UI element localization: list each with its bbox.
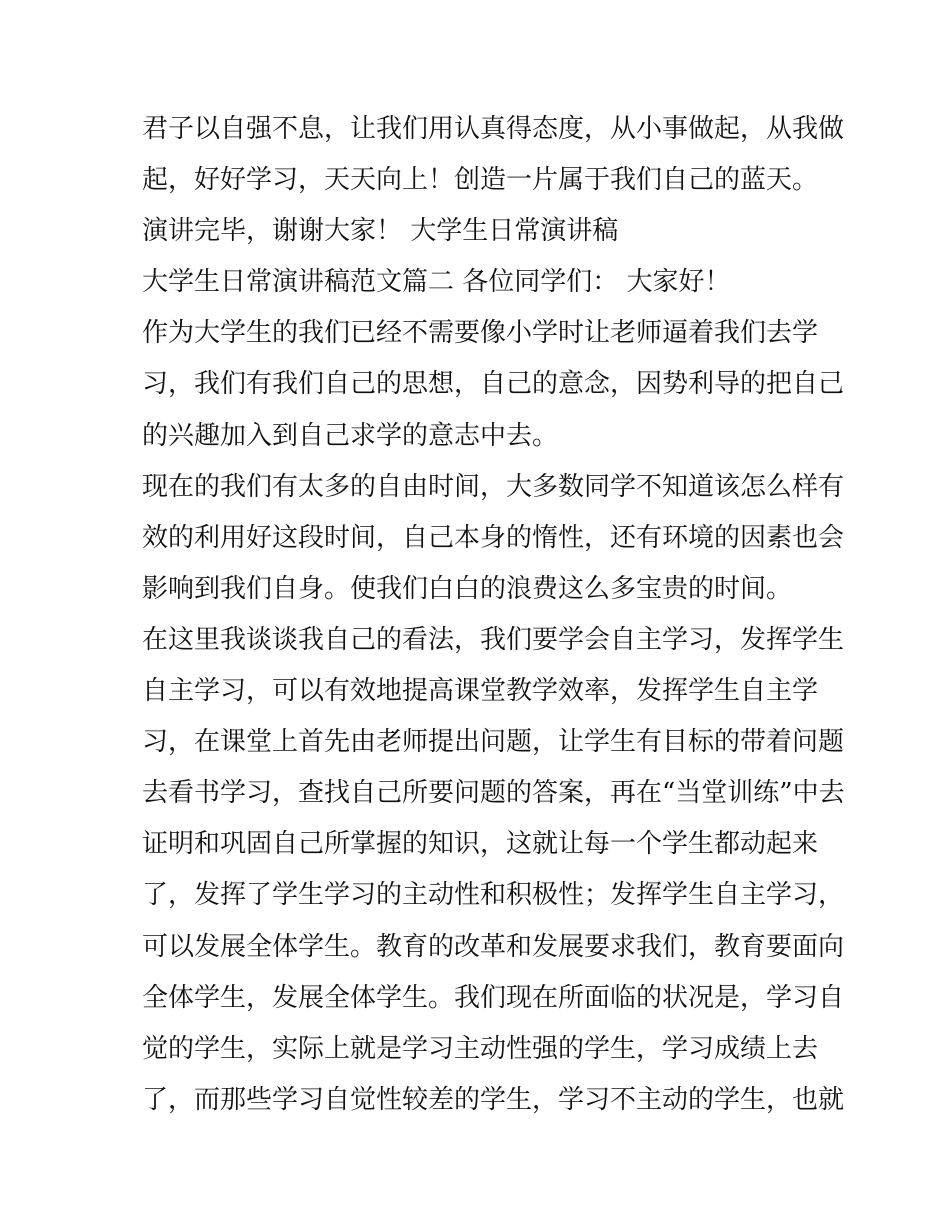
text-line-13: 习，在课堂上首先由老师提出问题，让学生有目标的带着问题	[142, 727, 845, 758]
text-line-8: 现在的我们有太多的自由时间，大多数同学不知道该怎么样有	[142, 471, 845, 502]
text-line-11: 在这里我谈谈我自己的看法，我们要学会自主学习，发挥学生	[142, 624, 845, 655]
text-line-16: 了，发挥了学生学习的主动性和积极性；发挥学生自主学习，	[142, 880, 845, 911]
text-line-10: 影响到我们自身。使我们白白的浪费这么多宝贵的时间。	[142, 573, 793, 604]
text-line-2: 起，好好学习，天天向上！创造一片属于我们自己的蓝天。	[142, 165, 819, 196]
text-line-15: 证明和巩固自己所掌握的知识，这就让每一个学生都动起来	[142, 829, 819, 860]
text-line-1: 君子以自强不息，让我们用认真得态度，从小事做起，从我做	[142, 114, 845, 144]
text-line-3: 演讲完毕，谢谢大家！ 大学生日常演讲稿	[142, 216, 619, 247]
text-line-19: 觉的学生，实际上就是学习主动性强的学生，学习成绩上去	[142, 1033, 819, 1064]
text-line-4: 大学生日常演讲稿范文篇二 各位同学们： 大家好！	[142, 267, 731, 298]
text-line-18: 全体学生，发展全体学生。我们现在所面临的状况是，学习自	[142, 982, 845, 1013]
text-line-20: 了，而那些学习自觉性较差的学生，学习不主动的学生，也就	[142, 1084, 845, 1115]
text-line-6: 习，我们有我们自己的思想，自己的意念，因势利导的把自己	[142, 369, 845, 400]
text-line-9: 效的利用好这段时间，自己本身的惰性，还有环境的因素也会	[142, 522, 845, 553]
text-line-17: 可以发展全体学生。教育的改革和发展要求我们，教育要面向	[142, 931, 845, 962]
text-line-12: 自主学习，可以有效地提高课堂教学效率，发挥学生自主学	[142, 676, 819, 707]
body-text	[142, 104, 845, 1126]
text-line-14: 去看书学习，查找自己所要问题的答案，再在“当堂训练”中去	[142, 778, 845, 809]
text-line-7: 的兴趣加入到自己求学的意志中去。	[142, 420, 559, 451]
text-line-5: 作为大学生的我们已经不需要像小学时让老师逼着我们去学	[142, 318, 819, 349]
